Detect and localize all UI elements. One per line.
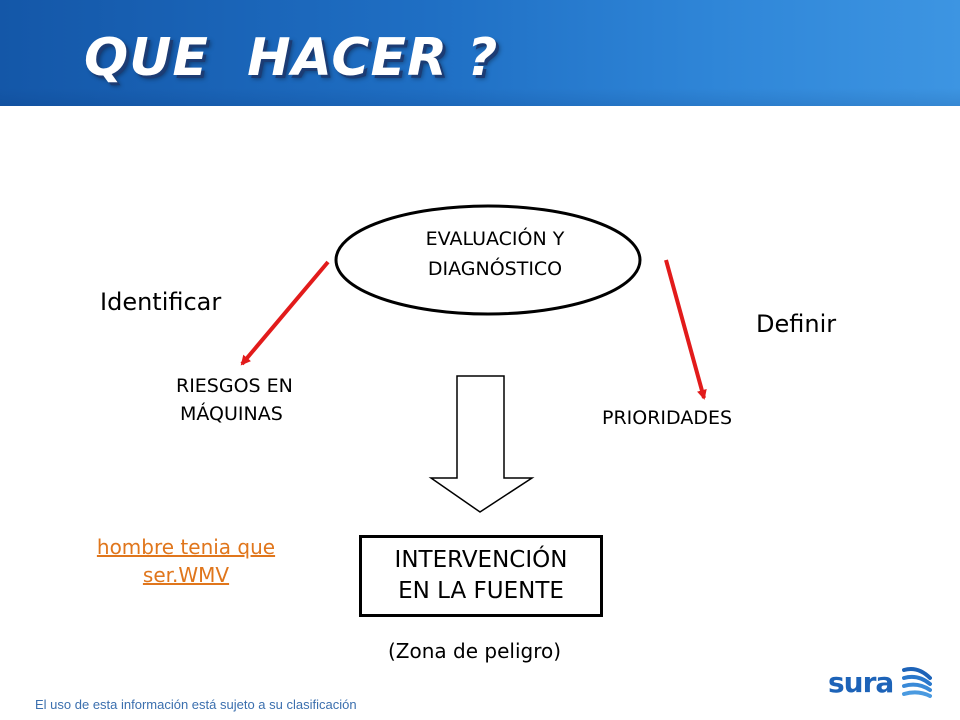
- identify-label: Identificar: [100, 288, 222, 316]
- evaluation-label: [390, 224, 600, 284]
- source-intervention-line1: INTERVENCIÓN: [394, 547, 568, 573]
- machine-risks-label: [176, 372, 293, 428]
- machine-risks-line1: RIESGOS EN: [176, 375, 293, 397]
- video-link-line2[interactable]: ser.WMV: [142, 563, 230, 587]
- video-link[interactable]: [86, 533, 286, 589]
- evaluation-label-line2: DIAGNÓSTICO: [427, 258, 563, 280]
- page-title: QUE HACER ?: [84, 28, 499, 88]
- define-label: Definir: [756, 310, 837, 338]
- danger-zone-caption: (Zona de peligro): [388, 639, 562, 663]
- video-link-line1[interactable]: hombre tenia que: [96, 535, 276, 559]
- sura-logo: [828, 662, 934, 702]
- sura-logo-text: sura: [828, 666, 894, 699]
- sura-logo-icon: [902, 664, 932, 700]
- source-intervention-line2: EN LA FUENTE: [398, 578, 564, 604]
- identify-arrow: [242, 262, 328, 364]
- classification-footer: El uso de esta información está sujeto a su clasificación: [35, 697, 357, 712]
- source-intervention-box: [359, 535, 603, 617]
- machine-risks-line2: MÁQUINAS: [180, 403, 283, 425]
- arrow-down-outline-icon: [431, 376, 532, 512]
- evaluation-label-line1: EVALUACIÓN Y: [425, 228, 565, 250]
- define-arrow: [666, 260, 704, 398]
- priorities-label: PRIORIDADES: [602, 407, 733, 429]
